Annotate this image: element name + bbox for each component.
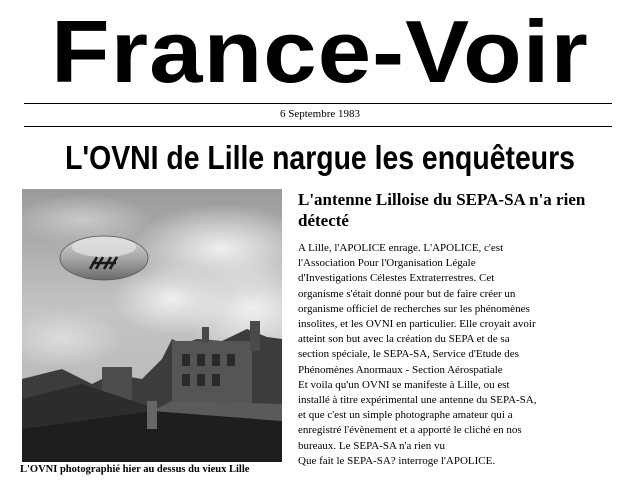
body-line: d'Investigations Célestes Extraterrestres. Cet <box>298 272 495 285</box>
body-line: organisme s'était donné pour but de faire créer un <box>298 287 516 300</box>
body-line: Que fait le SEPA-SA? interroge l'APOLICE. <box>298 454 496 467</box>
body-line: bureaux. Le SEPA-SA n'a rien vu <box>298 439 446 452</box>
photo-caption: L'OVNI photographié hier au dessus du vieux Lille <box>20 464 250 475</box>
body-line: insolites, et les OVNI en particulier. Elle croyait avoir <box>298 318 536 331</box>
body-line: l'Association Pour l'Organisation Légale <box>298 257 476 270</box>
article-subhead: L'antenne Lilloise du SEPA-SA n'a rien détecté <box>298 190 586 230</box>
body-line: enregistré l'évènement et a apporté le cliché en nos <box>298 424 522 437</box>
issue-date: 6 Septembre 1983 <box>279 108 361 120</box>
body-line: A Lille, l'APOLICE enrage. L'APOLICE, c'est <box>298 242 504 254</box>
body-line: organisme officiel de recherches sur les phénomènes <box>298 302 530 315</box>
body-line: Et voila qu'un OVNI se manifeste à Lille, ou est <box>298 378 510 391</box>
body-line: Phénomènes Anormaux - Section Aérospatiale <box>298 363 503 376</box>
masthead-rule-top <box>24 103 612 104</box>
newspaper-masthead: France-Voir <box>51 2 589 101</box>
article-headline: L'OVNI de Lille nargue les enquêteurs <box>65 139 575 176</box>
ufo-disc <box>60 236 148 280</box>
body-line: et que c'est un simple photographe amateur qui a <box>298 409 513 422</box>
body-line: atteint son but avec la création du SEPA et de sa <box>298 333 510 346</box>
body-line: section spéciale, le SEPA-SA, Service d'Etude des <box>298 348 519 361</box>
body-line: installé à titre expérimental une antenne du SEPA-SA, <box>298 394 537 407</box>
ufo-photo <box>22 189 282 462</box>
masthead-rule-bottom <box>24 126 612 127</box>
article-body <box>298 241 598 469</box>
